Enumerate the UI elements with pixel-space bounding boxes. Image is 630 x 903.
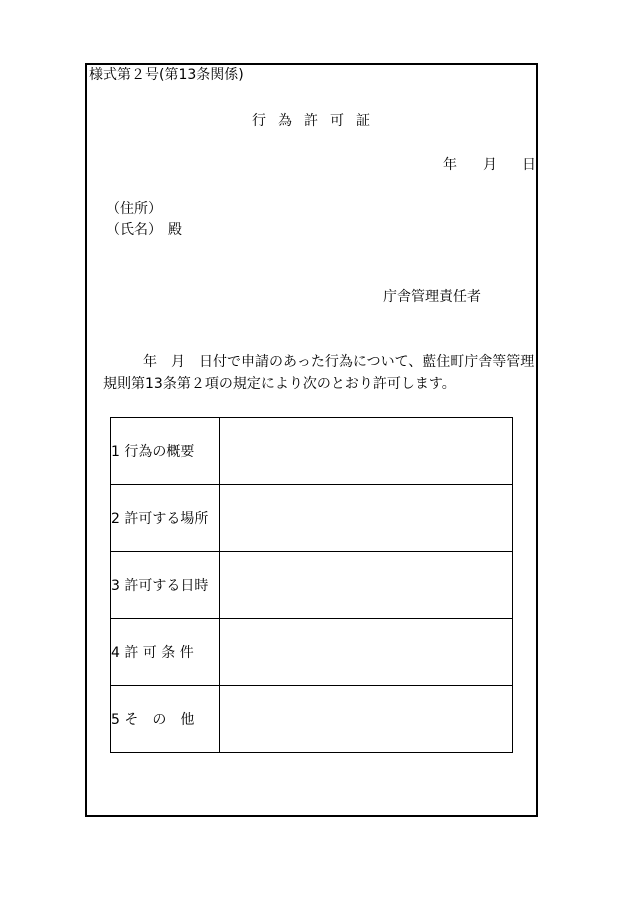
body-text-line-1: 年 月 日付で申請のあった行為について、藍住町庁舎等管理	[143, 354, 535, 370]
permit-details-table	[110, 417, 513, 753]
row-value-permitted-datetime	[219, 552, 512, 619]
row-label-permitted-place: 2 許可する場所	[111, 485, 220, 552]
issuer-title: 庁舎管理責任者	[383, 289, 481, 305]
row-value-activity-overview	[219, 418, 512, 485]
row-value-permit-conditions	[219, 619, 512, 686]
date-day-label: 日	[522, 157, 536, 173]
table-row	[111, 552, 513, 619]
recipient-honorific: 殿	[168, 222, 182, 238]
table-row	[111, 485, 513, 552]
row-label-permitted-datetime: 3 許可する日時	[111, 552, 220, 619]
body-text-line-2: 規則第13条第２項の規定により次のとおり許可します。	[103, 376, 456, 392]
recipient-address-label: （住所）	[106, 201, 162, 217]
date-month-label: 月	[483, 157, 497, 173]
table-row	[111, 686, 513, 753]
recipient-name-label: （氏名）	[106, 222, 162, 238]
row-label-permit-conditions: 4 許 可 条 件	[111, 619, 220, 686]
row-value-permitted-place	[219, 485, 512, 552]
document-title: 行為許可証	[252, 113, 382, 129]
row-value-other	[219, 686, 512, 753]
date-year-label: 年	[443, 157, 457, 173]
table-row	[111, 619, 513, 686]
table-row	[111, 418, 513, 485]
row-label-activity-overview: 1 行為の概要	[111, 418, 220, 485]
row-label-other: 5 そ の 他	[111, 686, 220, 753]
form-number-label: 様式第２号(第13条関係)	[89, 67, 244, 83]
